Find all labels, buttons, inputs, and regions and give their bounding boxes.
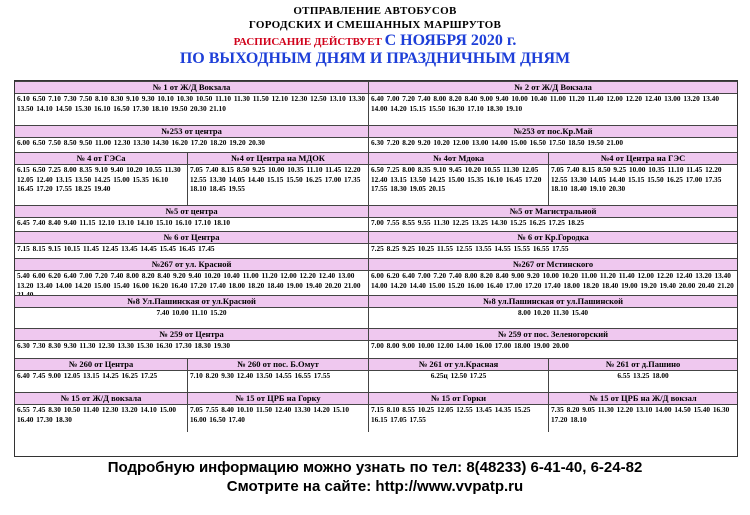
route-cell (15, 295, 368, 328)
route-title: №5 от центра (15, 205, 368, 218)
route-title: №253 от центра (15, 125, 368, 138)
header-line-1: ОТПРАВЛЕНИЕ АВТОБУСОВ (293, 5, 457, 17)
schedule-row (15, 295, 737, 328)
footer-phone: Подробную информацию можно узнать по тел: 8(48233) 6-41-40, 6-24-82 (107, 459, 643, 476)
route-cell (368, 358, 548, 392)
valid-from-label: РАСПИСАНИЕ ДЕЙСТВУЕТ (233, 36, 385, 48)
schedule-row (15, 205, 737, 231)
route-departure-times: 6.40 7.00 7.20 7.40 8.00 8.20 8.40 9.00 9.40 10.00 10.40 11.00 11.20 11.40 12.00 12.20 12.40 13.00 13.20 13.40 14.00 14.20 15.15 15.50 16.30 17.10 18.30 19.10 (371, 94, 722, 113)
route-cell (368, 295, 737, 328)
route-departure-times: 5.40 6.00 6.20 6.40 7.00 7.20 7.40 8.00 8.20 8.40 9.20 9.40 10.20 10.40 11.00 11.20 12.00 12.20 12.40 13.00 13.20 13.40 14.00 14.20 15.00 15.40 16.00 16.20 16.40 17.20 17.40 18.00 18.20 18.40 19.00 19.40 20.20 21.00 (17, 271, 361, 290)
route-departure-times: 6.50 7.25 8.00 8.35 9.10 9.45 10.20 10.55 11.30 12.05 12.40 13.15 13.50 14.25 15.00 15.35 16.10 16.45 17.20 17.55 18.30 19.05 20.15 (371, 165, 545, 194)
route-title: № 4от Мдока (369, 152, 548, 165)
route-departure-times: 6.40 7.45 9.00 12.05 13.15 14.25 16.25 17.25 (17, 371, 158, 380)
route-departure-times: 7.05 7.40 8.15 8.50 9.25 10.00 10.35 11.10 11.45 12.20 12.55 13.30 14.05 14.40 15.15 15.50 16.25 17.00 17.35 18.10 18.45 19.55 (190, 165, 364, 194)
schedule-row (15, 81, 737, 125)
route-cell (15, 81, 368, 125)
route-cell (548, 152, 737, 205)
header-line-2: ГОРОДСКИХ И СМЕШАННЫХ МАРШРУТОВ (248, 19, 502, 31)
route-departure-times: 6.00 6.50 7.50 8.50 9.50 11.00 12.30 13.30 14.30 16.20 17.20 18.20 19.20 20.30 (17, 138, 265, 147)
route-cell (187, 392, 368, 432)
route-cell (368, 258, 737, 295)
route-departure-times: 7.15 8.15 9.15 10.15 11.45 12.45 13.45 14.45 15.45 16.45 17.45 (17, 244, 215, 253)
route-departure-times: 6.30 7.30 8.30 9.30 11.30 12.30 13.30 15.30 16.30 17.30 18.30 19.30 (17, 341, 231, 350)
schedule-row (15, 152, 737, 205)
route-cell (368, 328, 737, 358)
route-departure-times: 6.10 6.50 7.10 7.30 7.50 8.10 8.30 9.10 9.30 10.10 10.30 10.50 11.10 11.30 11.50 12.10 12.30 12.50 13.10 13.30 13.50 14.10 14.50 15.30 16.10 16.50 17.30 18.10 19.50 20.30 21.10 (17, 94, 368, 113)
route-cell (15, 205, 368, 231)
route-departure-times: 7.05 7.55 8.40 10.10 11.50 12.40 13.30 14.20 15.10 16.00 16.50 17.40 (190, 405, 352, 424)
route-departure-times: 6.55 13.25 18.00 (617, 371, 669, 380)
route-departure-times: 8.00 10.20 11.30 15.40 (517, 308, 589, 317)
route-title: № 6 от Кр.Городка (369, 231, 737, 244)
route-departure-times: 7.15 8.10 8.55 10.25 12.05 12.55 13.45 14.35 15.25 16.15 17.05 17.55 (371, 405, 534, 424)
route-departure-times: 6.00 6.20 6.40 7.00 7.20 7.40 8.00 8.20 8.40 9.00 9.20 10.00 10.20 11.00 11.20 11.40 12.00 12.20 12.40 13.20 13.40 14.00 14.20 14.40 15.00 15.20 16.00 16.40 17.00 17.20 17.40 18.00 18.20 18.40 19.00 19.20 19.40 20.00 20.40 21.20 (371, 271, 734, 290)
route-cell (548, 358, 737, 392)
schedule-row (15, 258, 737, 295)
route-departure-times: 6.55 7.45 8.30 10.50 11.40 12.30 13.20 14.10 15.00 16.40 17.30 18.30 (17, 405, 179, 424)
route-cell (368, 205, 737, 231)
route-title: № 261 от ул.Красная (369, 358, 548, 371)
route-cell (15, 125, 368, 152)
route-title: № 15 от Ж/Д вокзала (15, 392, 187, 405)
route-departure-times: 7.10 8.20 9.30 12.40 13.50 14.55 16.55 17.55 (190, 371, 331, 380)
route-title: № 259 от пос. Зеленогорский (369, 328, 737, 341)
route-title: №8 Ул.Пашинская от ул.Красной (15, 295, 368, 308)
schedule-table (14, 80, 738, 457)
route-title: №267 от ул. Красной (15, 258, 368, 271)
route-cell (368, 125, 737, 152)
route-departure-times: 7.05 7.40 8.15 8.50 9.25 10.00 10.35 11.10 11.45 12.20 12.55 13.30 14.05 14.40 15.15 15.50 16.25 17.00 17.35 18.10 18.40 19.10 20.30 (551, 165, 725, 194)
route-departure-times: 7.25 8.25 9.25 10.25 11.55 12.55 13.55 14.55 15.55 16.55 17.55 (371, 244, 569, 253)
footer-site: Смотрите на сайте: http://www.vvpatp.ru (226, 478, 524, 495)
route-cell (548, 392, 737, 432)
route-title: № 15 от ЦРБ на Ж/Д вокзал (549, 392, 737, 405)
route-cell (368, 392, 548, 432)
route-title: № 6 от Центра (15, 231, 368, 244)
route-title: №8 ул.Пашинская от ул.Пашинской (369, 295, 737, 308)
route-title: №4 от Центра на ГЭС (549, 152, 737, 165)
route-departure-times: 6.45 7.40 8.40 9.40 11.15 12.10 13.10 14.10 15.10 16.10 17.10 18.10 (17, 218, 231, 227)
route-cell (15, 152, 187, 205)
route-departure-times: 7.35 8.20 9.05 11.30 12.20 13.10 14.00 14.50 15.40 16.30 17.20 18.10 (551, 405, 733, 424)
route-title: № 15 от ЦРБ на Горку (188, 392, 368, 405)
route-title: №253 от пос.Кр.Май (369, 125, 737, 138)
route-cell (368, 231, 737, 258)
route-cell (15, 258, 368, 295)
route-title: № 261 от д.Пашино (549, 358, 737, 371)
route-title: № 259 от Центра (15, 328, 368, 341)
route-title: № 15 от Горки (369, 392, 548, 405)
route-title: № 260 от пос. Б.Омут (188, 358, 368, 371)
route-cell (368, 81, 737, 125)
schedule-row (15, 125, 737, 152)
valid-from-date: С НОЯБРЯ 2020 г. (384, 32, 517, 49)
route-departure-times: 7.40 10.00 11.10 15.20 (156, 308, 227, 317)
route-cell (15, 231, 368, 258)
route-departure-times: 7.00 7.55 8.55 9.55 11.30 12.25 13.25 14.30 15.25 16.25 17.25 18.25 (371, 218, 585, 227)
header-line-3 (0, 31, 750, 52)
route-departure-times: 7.00 8.00 9.00 10.00 12.00 14.00 16.00 17.00 18.00 19.00 20.00 (371, 341, 569, 350)
schedule-row (15, 358, 737, 392)
schedule-row (15, 392, 737, 432)
schedule-row (15, 231, 737, 258)
route-departure-times: 6.15 6.50 7.25 8.00 8.35 9.10 9.40 10.20 10.55 11.30 12.05 12.40 13.15 13.50 14.25 15.00 15.35 16.10 16.45 17.20 17.55 18.25 19.40 (17, 165, 184, 194)
route-cell (15, 392, 187, 432)
route-cell (187, 358, 368, 392)
route-departure-times: 6.30 7.20 8.20 9.20 10.20 12.00 13.00 14.00 15.00 16.50 17.50 18.50 19.50 21.00 (371, 138, 623, 147)
route-departure-times: 6.25ц 12.50 17.25 (430, 371, 487, 380)
route-cell (15, 358, 187, 392)
route-cell (15, 328, 368, 358)
schedule-row (15, 328, 737, 358)
route-cell (187, 152, 368, 205)
header-line-4: ПО ВЫХОДНЫМ ДНЯМ И ПРАЗДНИЧНЫМ ДНЯМ (179, 50, 571, 67)
route-title: № 2 от Ж/Д Вокзала (369, 81, 737, 94)
route-title: №267 от Мстинского (369, 258, 737, 271)
route-title: №4 от Центра на МДОК (188, 152, 368, 165)
route-cell (368, 152, 548, 205)
route-title: № 4 от ГЭСа (15, 152, 187, 165)
route-title: № 1 от Ж/Д Вокзала (15, 81, 368, 94)
route-title: №5 от Магистральной (369, 205, 737, 218)
route-title: № 260 от Центра (15, 358, 187, 371)
